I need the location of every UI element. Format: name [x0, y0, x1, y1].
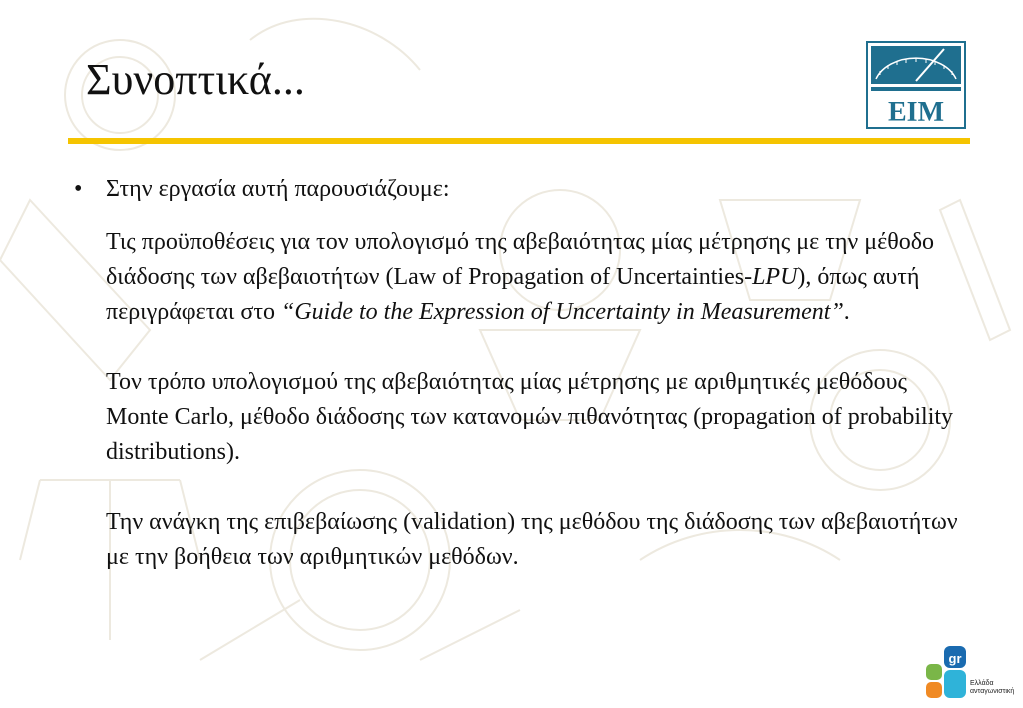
paragraph-validation: Την ανάγκη της επιβεβαίωσης (validation) της μεθόδου της διάδοσης των αβεβαιοτήτων με την βοήθεια των αριθμητικών μεθόδων. [106, 509, 958, 570]
bullet-item [68, 172, 968, 207]
gr-caption [970, 680, 1014, 696]
paragraph-lpu-part1: Τις προϋποθέσεις για τον υπολογισμό της αβεβαιότητας μίας μέτρησης με την μέθοδο διάδοσης των αβεβαιοτήτων (Law of Propagation of Uncertainties- [106, 229, 935, 290]
paragraph-lpu-guide-title: “Guide to the Expression of Uncertainty in Measurement” [280, 299, 844, 325]
gr-caption-line2: ανταγωνιστική [970, 688, 1015, 695]
paragraph-monte-carlo: Τον τρόπο υπολογισμού της αβεβαιότητας μίας μέτρησης με αριθμητικές μεθόδους Monte Carlo, μέθοδο διάδοσης των κατανομών πιθανότητας (propagation of probability distributions). [106, 369, 954, 465]
eim-logo-text: ΕΙΜ [888, 97, 944, 128]
title-underline [68, 138, 970, 144]
slide-content [68, 172, 968, 575]
gr-caption-line1: Ελλάδα [970, 680, 994, 687]
eim-logo [866, 41, 966, 129]
paragraph-lpu-part3: ), όπως αυτή περιγράφεται στο [106, 264, 920, 325]
paragraph-lpu-part5: . [843, 299, 850, 325]
slide-title: Συνοπτικά... [86, 55, 305, 104]
bullet-dot-icon: • [74, 176, 83, 202]
gr-mark-text: gr [948, 651, 962, 666]
bullet-text: Στην εργασία αυτή παρουσιάζουμε: [106, 176, 450, 202]
greece-competitive-logo [922, 642, 1015, 702]
paragraph-lpu [106, 225, 966, 330]
paragraph-lpu-abbrev: LPU [752, 264, 798, 290]
